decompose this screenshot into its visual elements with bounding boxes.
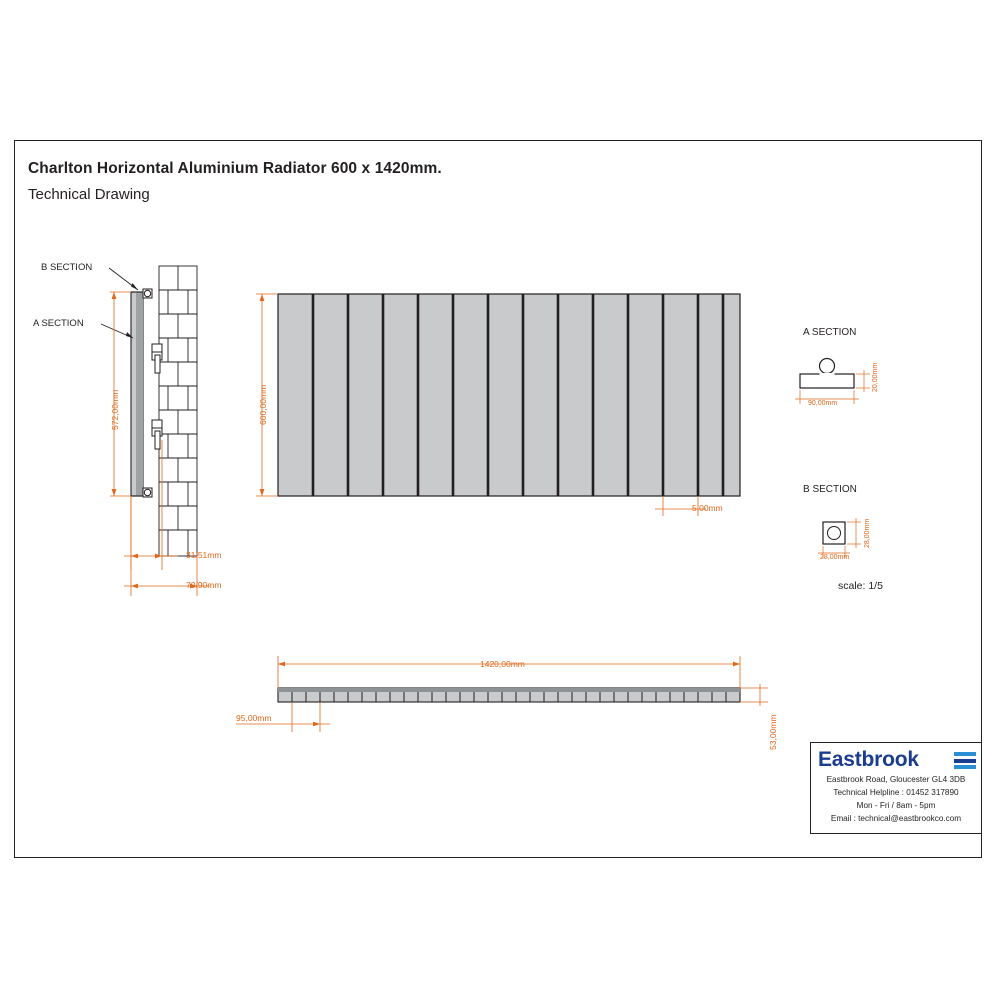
a-section-callout-label: A SECTION [33,318,84,329]
dim-wall-offset-label: 70/90mm [186,580,222,590]
dim-a-width-label: 90,00mm [808,400,838,407]
dim-a-height-label: 20,00mm [872,362,879,392]
a-section-heading: A SECTION [803,327,857,338]
b-section-heading: B SECTION [803,484,857,495]
page-title: Charlton Horizontal Aluminium Radiator 600 x 1420mm. [28,160,442,177]
company-logo-text: Eastbrook [818,748,919,771]
b-section-callout-label: B SECTION [41,262,93,273]
dim-b-height-label: 28,00mm [864,518,871,548]
dim-plan-width-label: 1420,00mm [480,659,525,669]
dim-side-height-label: 572,00mm [110,389,120,430]
dim-front-height-label: 600,00mm [258,384,268,425]
dim-plan-depth-label: 53,00mm [768,714,778,750]
eastbrook-logo-icon [954,752,976,771]
company-email: Email : technical@eastbrookco.com [830,814,962,823]
company-helpline: Technical Helpline : 01452 317890 [833,788,959,797]
company-hours: Mon - Fri / 8am - 5pm [856,801,936,810]
company-address: Eastbrook Road, Gloucester GL4 3DB [826,775,966,784]
dim-fin-gap-label: 5,00mm [692,503,723,513]
dim-b-width-label: 28,00mm [820,554,850,561]
dim-plan-pitch-label: 95,00mm [236,713,272,723]
scale-label: scale: 1/5 [838,580,883,592]
dim-bracket-depth-label: 31/51mm [186,550,222,560]
page-subtitle: Technical Drawing [28,186,150,203]
